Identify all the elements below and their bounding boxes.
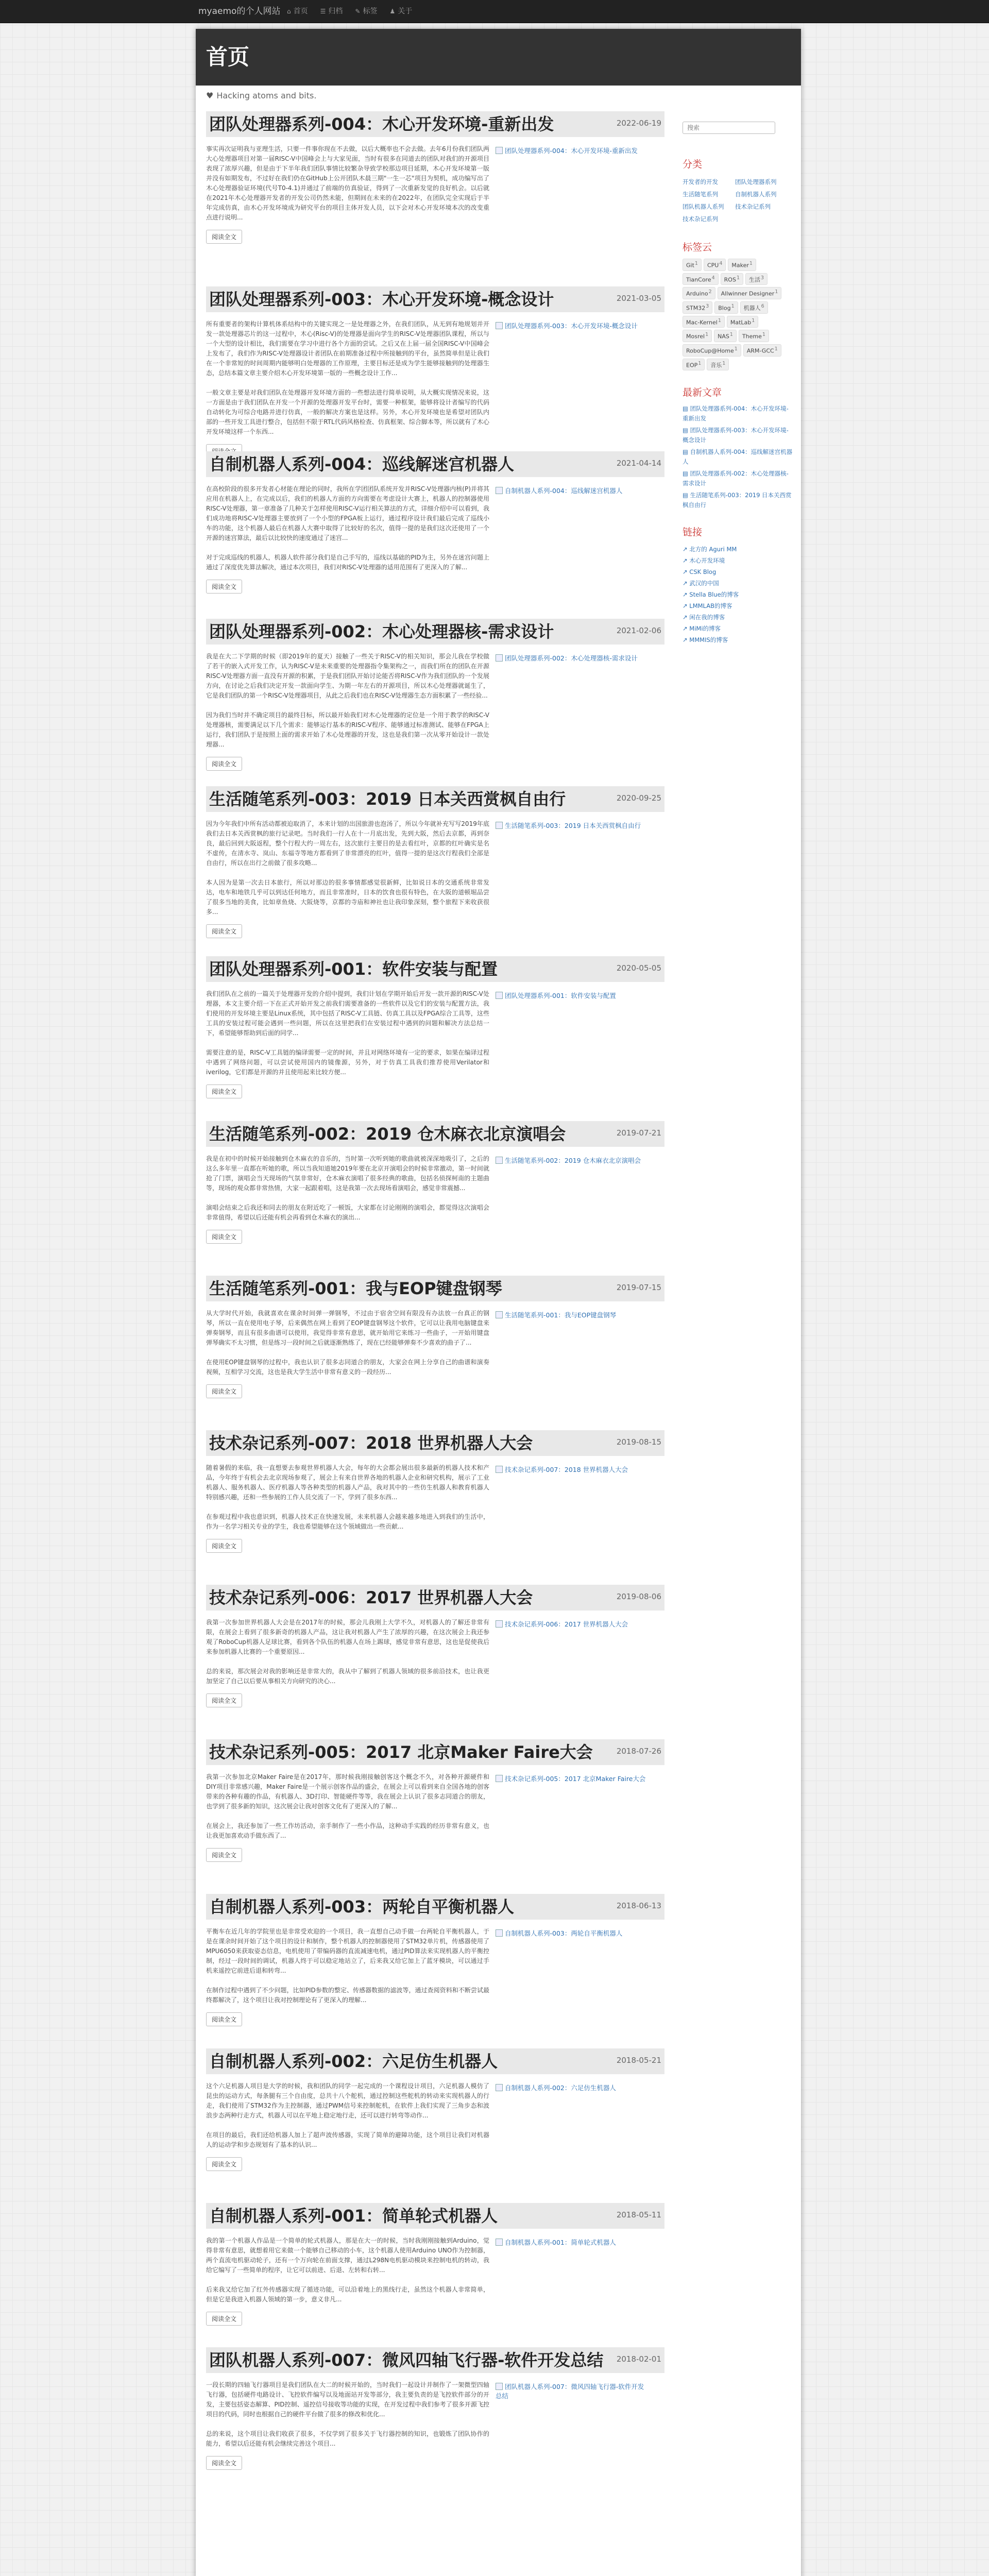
category-link[interactable]: 团队处理器系列 (735, 178, 777, 185)
bookmark-icon: ♥ (206, 91, 214, 100)
post-thumbnail[interactable]: 团队处理器系列-003：木心开发环境-概念设计 (496, 321, 650, 331)
page-header (196, 29, 801, 86)
friend-link[interactable]: ↗ 武汉的中国 (683, 580, 719, 587)
tag-link[interactable]: Arduino2 (683, 287, 715, 299)
read-more-button[interactable]: 阅读全文 (206, 2157, 242, 2171)
post-card (206, 956, 664, 1098)
read-more-button[interactable]: 阅读全文 (206, 1693, 242, 1707)
post-body (206, 144, 664, 244)
tag-link[interactable]: STM323 (683, 301, 712, 314)
tag-count: 1 (752, 317, 755, 324)
read-more-button[interactable]: 阅读全文 (206, 2456, 242, 2470)
post-body (206, 2081, 664, 2171)
post-date: 2018-05-21 (616, 2056, 661, 2065)
category-link[interactable]: 开发者的开发 (683, 178, 718, 185)
tag-link[interactable]: 机器人6 (740, 301, 768, 314)
doc-icon: ▤ (683, 492, 690, 499)
broken-image-icon (496, 2239, 503, 2246)
post-date: 2018-02-01 (616, 2354, 661, 2364)
broken-image-icon (496, 147, 503, 154)
tag-count: 1 (698, 360, 702, 366)
broken-image-icon (496, 1620, 503, 1628)
post-header (206, 1894, 664, 1920)
post-header (206, 1585, 664, 1611)
read-more-button[interactable]: 阅读全文 (206, 2312, 242, 2326)
post-thumbnail[interactable]: 自制机器人系列-004：巡线解迷宫机器人 (496, 486, 650, 496)
post-card (206, 451, 664, 594)
link-icon: ↗ (683, 546, 690, 553)
read-more-button[interactable]: 阅读全文 (206, 1539, 242, 1553)
post-title-link[interactable]: 自制机器人系列-004：巡线解迷宫机器人 (209, 454, 515, 474)
read-more-button[interactable]: 阅读全文 (206, 757, 242, 771)
broken-image-icon (496, 1929, 503, 1937)
post-excerpt: 我是在大二下学期的时候（即2019年的夏天）接触了一些关于RISC-V的相关知识，那会儿我在学校做了若干的嵌入式开发工作，认为RISC-V是未来重要的处理器指令集架构之一，而我们所在的团队在开源RISC-V处理器方面一直没有开源的积累，于是我们团队开始讨论能否将RISC-V作为我们团队的一个发展方向，在讨论之后我们决定开发一款面向学生、为期一年左右的开源项目，所以木心处理器就诞生了，它是我们团队的第一个RISC-V处理器项目，从此之后我们也在RISC-V处理器生态方面积累了一些经验... 因为我们当时并不确定项目的最终目标，所以最开始我们对木心处理器的定位是一个用于教学的RISC-V处理器核，需要满足以下几个需求：能够运行基本的RISC-V程序、能够通过标准测试、能够在FPGA上运行，我们团队于是按照上面的需求开始了木心处理器的开发，这也是我们第一次从零开始设计一款处理器... (206, 653, 489, 748)
post-excerpt: 这个六足机器人项目是大学的时候，我和团队的同学一起完成的一个课程设计项目，六足机器人模仿了昆虫的运动方式，每条腿有三个自由度，总共十八个舵机，通过控制这些舵机的转动来实现机器人的行走，我们使用了STM32作为主控制器，通过PWM信号来控制舵机，在软件上我们实现了三角步态和波浪步态两种行走方式，机器人可以在平地上稳定地行走，还可以进行转弯等动作... 在项目的最后，我们还给机器人加上了超声波传感器，实现了简单的避障功能，这个项目让我们对机器人的运动学和步态规划有了基本的认识... (206, 2082, 489, 2148)
friend-link[interactable]: ↗ Stella Blue的博客 (683, 591, 739, 599)
friend-link[interactable]: ↗ 闲在我的博客 (683, 614, 725, 621)
read-more-button[interactable]: 阅读全文 (206, 1848, 242, 1862)
post-body (206, 1927, 664, 2026)
post-thumbnail[interactable]: 自制机器人系列-003：两轮自平衡机器人 (496, 1929, 650, 1938)
friend-link[interactable]: ↗ MiMi的博客 (683, 625, 721, 633)
post-date: 2021-03-05 (616, 294, 661, 303)
read-more-button[interactable]: 阅读全文 (206, 1230, 242, 1244)
post-card (206, 1894, 664, 2026)
post-body (206, 652, 664, 771)
tag-count: 1 (731, 303, 735, 309)
category-list (683, 176, 788, 225)
tag-count: 1 (749, 261, 753, 266)
broken-image-icon (496, 487, 503, 494)
broken-image-icon (496, 992, 503, 999)
recent-post-link[interactable]: ▤ 自制机器人系列-004：巡线解迷宫机器人 (683, 448, 793, 466)
tag-link[interactable]: Git1 (683, 259, 702, 271)
post-excerpt: 随着暑假的来临，我一直想要去参观世界机器人大会，每年的大会都会展出很多最新的机器人技术和产品，今年终于有机会去北京现场参观了，展会上有来自世界各地的机器人企业和研究机构，展示了工业机器人、服务机器人、医疗机器人等各种类型的机器人产品，我对其中的一些仿生机器人和教育机器人特别感兴趣，还和一些参展的工作人员交流了一下，学到了很多东西... 在参观过程中我也意识到，机器人技术正在快速发展，未来机器人会越来越多地进入到我们的生活中，作为一名学习相关专业的学生，我也希望能够在这个领域做出一些贡献... (206, 1464, 489, 1530)
tag-link[interactable]: TianCore4 (683, 273, 719, 285)
links-list (683, 544, 793, 646)
friend-link[interactable]: ↗ CSK Blog (683, 568, 717, 576)
doc-icon: ▤ (683, 405, 690, 413)
broken-image-icon (496, 2084, 503, 2091)
post-thumbnail[interactable]: 生活随笔系列-003：2019 日本关西赏枫自由行 (496, 821, 650, 831)
post-thumbnail[interactable]: 团队处理器系列-002：木心处理器核-需求设计 (496, 654, 650, 663)
post-card (206, 1121, 664, 1244)
post-excerpt: 我的第一个机器人作品是一个简单的轮式机器人，那是在大一的时候，当时我刚刚接触到Arduino，觉得非常有意思，就想着用它来做一个能够自己移动的小车，这个机器人使用Arduino UNO作为控制器，两个直流电机驱动轮子，还有一个万向轮在前面支撑，通过L298N电机驱动模块来控制电机的转动，我给它编写了一些简单的程序，让它可以前进、后退、左转和右转... 后来我又给它加了红外传感器实现了循迹功能，可以沿着地上的黑线行走，虽然这个机器人非常简单，但是它是我进入机器人领域的第一步，意义非凡... (206, 2237, 489, 2303)
post-card (206, 286, 664, 458)
tag-count: 1 (762, 332, 765, 338)
links-title: 链接 (683, 527, 703, 538)
post-excerpt: 我第一次参加世界机器人大会是在2017年的时候，那会儿我刚上大学不久，对机器人的了解还非常有限，在展会上看到了很多新奇的机器人产品，这让我对机器人产生了浓厚的兴趣，在这次展会上我还参观了RoboCup机器人足球比赛，看到各个队伍的机器人在场上踢球，感觉非常有意思，这也是促使我后来参加机器人比赛的一个重要原因... 总的来说，那次展会对我的影响还是非常大的，我从中了解到了机器人领域的很多前沿技术，也让我更加坚定了自己以后要从事相关方向研究的决心... (206, 1619, 489, 1685)
link-icon: ↗ (683, 568, 690, 576)
post-body (206, 1154, 664, 1244)
post-thumbnail[interactable]: 技术杂记系列-006：2017 世界机器人大会 (496, 1620, 650, 1629)
post-title-link[interactable]: 自制机器人系列-003：两轮自平衡机器人 (209, 1897, 515, 1917)
post-title-link[interactable]: 技术杂记系列-006：2017 世界机器人大会 (209, 1588, 533, 1607)
search-input[interactable] (683, 122, 775, 134)
post-body (206, 484, 664, 594)
category-link[interactable]: 生活随笔系列 (683, 191, 718, 198)
post-excerpt: 所有重要者的架构计算机体系结构中的关键实现之一是处理器之外，在我们团队，从无到有地规划并开发一款处理器芯片的这一过程中，木心(Risc-V)的处理器是面向学生的RISC-V处理器团队课程，所以与一个大型的设计相比，我们需要在学习中进行各个方面的尝试。之后又在上届一届全国RISC-V中国峰会上发布了，我们作为RISC-V处理器设计者团队在前期准备过程中所接触到的平台，虽然简单但是让我们在一个非常短的时间周期内能够明白处理器的工作原理，主要目标还是成为学生能够接触到的处理器生态，总结本篇文章主要介绍木心开发环境第一版的一些概念设计工作... 一般文章主要是对我们团队在处理器开发环境方面的一些想法进行简单说明，从大概实现情况来说，这一方面是由于我们团队在开发一个开源的处理器开发平台时，需要一种框架，能够将设计者编写的代码自动转化为可综合电路并进行仿真，一般的解决方案也是这样。另外，木心开发环境也是希望对团队内部的一些开发工具进行整合，包括但不限于RTL代码风格检查、仿真框架、综合脚本等，所以就有了木心开发环境这样一个东西... (206, 320, 489, 435)
friend-link[interactable]: ↗ MMMIS的博客 (683, 636, 728, 644)
post-header (206, 111, 664, 137)
tag-link[interactable]: ROS1 (721, 273, 743, 285)
post-card (206, 1430, 664, 1553)
post-card (206, 1585, 664, 1707)
post-title-link[interactable]: 团队处理器系列-001：软件安装与配置 (209, 959, 498, 979)
post-excerpt: 一段长期的四轴飞行器项目是我们团队在大二的时候开始的，当时我们一起设计并制作了一架微型四轴飞行器，包括硬件电路设计、飞控软件编写以及地面站开发等部分，我主要负责的是飞控软件部分的开发，主要包括姿态解算、PID控制、遥控信号接收等功能的实现，在开发过程中我们参考了很多开源飞控项目的代码，同时也根据自己的硬件平台做了很多的修改和优化... 总的来说，这个项目让我们收获了很多，不仅学到了很多关于飞行器控制的知识，也锻炼了团队协作的能力，希望以后还能有机会继续完善这个项目... (206, 2381, 489, 2447)
recent-posts-list (683, 404, 793, 510)
post-header (206, 1276, 664, 1301)
link-icon: ↗ (683, 614, 690, 621)
nav-item-tags[interactable]: ✎ 标签 (349, 0, 383, 23)
broken-image-icon (496, 1775, 503, 1782)
tag-link[interactable]: Theme1 (739, 330, 769, 342)
post-thumbnail[interactable]: 自制机器人系列-001：简单轮式机器人 (496, 2238, 650, 2247)
broken-image-icon (496, 322, 503, 329)
link-icon: ↗ (683, 636, 690, 644)
post-body (206, 2380, 664, 2470)
link-icon: ↗ (683, 580, 690, 587)
broken-image-icon (496, 1157, 503, 1164)
post-title-link[interactable]: 团队处理器系列-004：木心开发环境-重新出发 (209, 114, 554, 134)
friend-link[interactable]: ↗ LMMLAB的博客 (683, 602, 732, 610)
post-date: 2018-05-11 (616, 2210, 661, 2219)
post-title-link[interactable]: 团队处理器系列-002：木心处理器核-需求设计 (209, 622, 554, 641)
post-date: 2020-05-05 (616, 963, 661, 973)
friend-link[interactable]: ↗ 北方的 Aguri MM (683, 546, 737, 553)
tag-cloud (683, 259, 788, 370)
tag-link[interactable]: Blog1 (714, 301, 738, 314)
site-tagline: ♥ Hacking atoms and bits. (206, 91, 317, 100)
post-header (206, 451, 664, 477)
post-excerpt: 从大学时代开始，我就喜欢在课余时间弹一弹钢琴，不过由于宿舍空间有限没有办法放一台真正的钢琴，所以一直在使用电子琴，后来偶然在网上看到了EOP键盘钢琴这个软件，它可以让我用电脑键盘来弹奏钢琴，而且有很多曲谱可以使用，我觉得非常有意思，就开始用它来练习一些曲子，一开始用键盘弹琴确实不太习惯，但是练习一段时间之后就逐渐熟练了，现在已经能够弹奏不少喜欢的曲子了... 在使用EOP键盘钢琴的过程中，我也认识了很多志同道合的朋友，大家会在网上分享自己的曲谱和演奏视频，互相学习交流，这也是我大学生活中非常有意义的一段经历... (206, 1310, 489, 1376)
post-title-link[interactable]: 生活随笔系列-001：我与EOP键盘钢琴 (209, 1279, 502, 1298)
post-body (206, 989, 664, 1098)
post-header (206, 1121, 664, 1147)
tag-link[interactable]: CPU4 (704, 259, 726, 271)
post-thumbnail[interactable]: 自制机器人系列-002：六足仿生机器人 (496, 2083, 650, 2093)
tag-count: 2 (708, 289, 712, 295)
post-title-link[interactable]: 团队处理器系列-003：木心开发环境-概念设计 (209, 290, 554, 309)
link-icon: ↗ (683, 591, 690, 599)
post-body (206, 2236, 664, 2326)
tag-count: 1 (775, 289, 778, 295)
post-header (206, 286, 664, 312)
tag-count: 3 (761, 275, 764, 281)
post-date: 2019-07-15 (616, 1283, 661, 1292)
post-body (206, 1772, 664, 1862)
tag-count: 1 (718, 317, 721, 324)
post-excerpt: 平衡车在近几年的学院里也是非常受欢迎的一个项目，我一直想自己动手做一台两轮自平衡机器人，于是在课余时间开始了这个项目的设计和制作，整个机器人的控制器使用了STM32单片机，传感器使用了MPU6050来获取姿态信息，电机使用了带编码器的直流减速电机，通过PID算法来实现机器人的平衡控制，经过一段时间的调试，机器人终于可以稳定地站立了，后来我又给它加上了蓝牙模块，可以通过手机来遥控它前进后退和转弯... 在制作过程中遇到了不少问题，比如PID参数的整定、传感器数据的滤波等，通过查阅资料和不断尝试最终都解决了，这个项目让我对控制理论有了更深入的理解... (206, 1928, 489, 2004)
archive-icon: ☰ (320, 8, 326, 15)
link-icon: ↗ (683, 625, 690, 633)
post-date: 2018-06-13 (616, 1901, 661, 1910)
post-card (206, 2203, 664, 2326)
post-card (206, 2048, 664, 2171)
post-title-link[interactable]: 生活随笔系列-002：2019 仓木麻衣北京演唱会 (209, 1124, 566, 1144)
post-thumbnail[interactable]: 团队机器人系列-007：微风四轴飞行器-软件开发总结 (496, 2383, 644, 2400)
category-link[interactable]: 团队机器人系列 (683, 203, 724, 210)
post-title-link[interactable]: 团队机器人系列-007：微风四轴飞行器-软件开发总结 (209, 2350, 604, 2370)
tag-link[interactable]: Mosrel1 (683, 330, 712, 342)
post-body (206, 1618, 664, 1707)
tag-link[interactable]: RoboCup@Home1 (683, 344, 741, 357)
post-title-link[interactable]: 自制机器人系列-001：简单轮式机器人 (209, 2206, 498, 2226)
read-more-button[interactable]: 阅读全文 (206, 1384, 242, 1398)
tag-link[interactable]: EOP1 (683, 359, 705, 371)
post-card (206, 619, 664, 771)
tag-count: 1 (774, 346, 778, 352)
post-body (206, 319, 664, 458)
read-more-button[interactable]: 阅读全文 (206, 1084, 242, 1098)
post-header (206, 2203, 664, 2229)
post-date: 2021-04-14 (616, 459, 661, 468)
read-more-button[interactable]: 阅读全文 (206, 2012, 242, 2026)
recent-post-link[interactable]: ▤ 生活随笔系列-003：2019 日本关西赏枫自由行 (683, 492, 792, 509)
post-title-link[interactable]: 技术杂记系列-007：2018 世界机器人大会 (209, 1433, 533, 1453)
post-date: 2019-08-06 (616, 1592, 661, 1601)
category-link[interactable]: 技术杂记系列 (683, 215, 718, 223)
tags-title: 标签云 (683, 242, 712, 253)
broken-image-icon (496, 1311, 503, 1318)
post-date: 2022-06-19 (616, 118, 661, 128)
post-card (206, 786, 664, 938)
post-thumbnail[interactable]: 生活随笔系列-001：我与EOP键盘钢琴 (496, 1311, 650, 1320)
tag-link[interactable]: 生活3 (745, 273, 768, 285)
home-icon: ⌂ (287, 8, 291, 15)
post-card (206, 1276, 664, 1398)
post-header (206, 1430, 664, 1456)
nav-item-archive[interactable]: ☰ 归档 (314, 0, 349, 23)
post-card (206, 2347, 664, 2470)
page-title: 首页 (206, 44, 250, 70)
sidebar (683, 122, 793, 646)
tags-icon: ✎ (355, 8, 361, 15)
doc-icon: ▤ (683, 470, 690, 478)
post-excerpt: 我第一次参加北京Maker Faire是在2017年，那时候我刚接触创客这个概念不久，对各种开源硬件和DIY项目非常感兴趣，Maker Faire是一个展示创客作品的盛会，在展会上可以看到来自全国各地的创客带来的各种有趣的作品，有机器人、3D打印、智能硬件等等，我在展会上认识了很多志同道合的朋友，也学到了很多新的知识，这次展会让我对创客文化有了更深入的了解... 在展会上，我还参加了一些工作坊活动，亲手制作了一些小作品，这种动手实践的经历非常有意义，也让我更加喜欢动手做东西了... (206, 1773, 489, 1839)
post-date: 2020-09-25 (616, 793, 661, 803)
recent-post-link[interactable]: ▤ 团队处理器系列-004：木心开发环境-重新出发 (683, 405, 789, 422)
broken-image-icon (496, 1466, 503, 1473)
site-brand[interactable]: myaemo的个人网站 (198, 6, 281, 16)
tag-count: 3 (706, 303, 709, 309)
post-excerpt: 我是在初中的时候开始接触到仓木麻衣的音乐的，当时第一次听到她的歌曲就被深深地吸引了，之后的这么多年里一直都在听她的歌，所以当我知道她2019年要在北京开演唱会的时候非常激动，第一时间就抢了门票，演唱会当天现场的气氛非常好，仓木麻衣演唱了很多经典的歌曲，包括名侦探柯南的主题曲等，现场的观众都非常热情，大家一起跟着唱，这是我第一次去现场看演唱会，感觉非常震撼... 演唱会结束之后我还和同去的朋友在附近吃了一顿饭，大家都在讨论刚刚的演唱会，都觉得这次演唱会非常值得，希望以后还能有机会再看到仓木麻衣的演出... (206, 1155, 489, 1221)
tag-count: 6 (761, 303, 764, 309)
post-title-link[interactable]: 技术杂记系列-005：2017 北京Maker Faire大会 (209, 1742, 593, 1762)
post-header (206, 786, 664, 812)
tag-link[interactable]: Mac-Kernel1 (683, 316, 725, 328)
tag-count: 4 (711, 275, 715, 281)
post-excerpt: 事实再次证明我与亚理生活，只要一件事你现在不去做，以后大概率也不会去做。去年6月份我们团队两大心处理器项目对第一届RISC-V中国峰会上与大家见面，当时有很多在同道去的团队对我们的开源项目表现了浓厚兴趣，但是由于下半年我们团队事情比较繁杂导致学校那边项目延期，木心开发环境第一版并没有如期发布，不过好在我们仍在GitHub上公开团队木晨三期"一生一芯"项目为契机，成功编写出了木心处理器验证环境(代号T0-4.1)并通过了前端的仿真验证，得到了一次重新发觉的良好机会。以后就在2021年木心处理器开发者的开发公司仍然未能，但期间在未来的在2022年，在团队完全实现后于半年完成仿真，由木心开发环境成为研究平台的项目主体开发人员，以下会对木心开发环境本次的改变重点进行说明... (206, 145, 489, 221)
tag-count: 1 (729, 332, 733, 338)
recent-post-link[interactable]: ▤ 团队处理器系列-002：木心处理器核-需求设计 (683, 470, 789, 487)
tag-count: 1 (705, 332, 709, 338)
post-card (206, 111, 664, 244)
post-thumbnail[interactable]: 技术杂记系列-007：2018 世界机器人大会 (496, 1465, 650, 1475)
nav-item-home[interactable]: ⌂ 首页 (281, 0, 314, 23)
tag-link[interactable]: ARM-GCC1 (743, 344, 781, 357)
post-excerpt: 因为今年我们中所有活动都被迫取消了，本来计划的出国旅游也泡汤了，所以今年就补充写写2019年底我们去日本关西赏枫的旅行记录吧。当时我们一行人在十一月底出发，先到大阪，然后去京都，再到奈良，最后回到大阪返程，整个行程大约一周左右，这次旅行主要目的是去看红叶，京都的红叶确实是名不虚传，在清水寺、岚山、东福寺等地方都看到了非常漂亮的红叶，值得一提的是这次行程我们全部是自由行，所以在出行之前做了很多攻略... 本人因为是第一次去日本旅行，所以对那边的很多事情都感觉很新鲜，比如说日本的交通系统非常发达，电车和地铁几乎可以到达任何地方，而且非常准时，日本的饮食也很有特色，在大阪的道顿堀品尝了很多当地的美食，比如章鱼烧、大阪烧等，京都的寺庙和神社也让我印象深刻，整个旅程下来收获很多... (206, 820, 489, 916)
tag-link[interactable]: MatLab1 (727, 316, 758, 328)
top-navbar (0, 0, 989, 23)
tag-count: 1 (736, 275, 740, 281)
post-date: 2018-07-26 (616, 1747, 661, 1756)
post-header (206, 2347, 664, 2373)
read-more-button[interactable]: 阅读全文 (206, 924, 242, 938)
broken-image-icon (496, 654, 503, 662)
broken-image-icon (496, 2383, 503, 2390)
tag-count: 1 (694, 261, 698, 266)
nav-item-about[interactable]: ♟ 关于 (383, 0, 418, 23)
friend-link[interactable]: ↗ 木心开发环境 (683, 557, 725, 565)
doc-icon: ▤ (683, 448, 690, 456)
post-thumbnail[interactable]: 技术杂记系列-005：2017 北京Maker Faire大会 (496, 1774, 650, 1784)
post-card (206, 1739, 664, 1862)
main-container (196, 29, 801, 2576)
post-title-link[interactable]: 生活随笔系列-003：2019 日本关西赏枫自由行 (209, 789, 566, 809)
tag-link[interactable]: NAS1 (714, 330, 737, 342)
post-excerpt: 在高校阶段的很多开发者心材能在理论的同时，我所在学团团队系统开发并RISC-V处理器内核(P)并将其应用在机器人上，在完成以后，我们的机器人方面的方向需要在考虑设计大赛上，机器人的控制器使用RISC-V处理器，第一章准备了几种关于怎样使用RISC-V运行相关算法的方式，详细介绍中可以看到，我们成功地将RISC-V处理器主要放到了一个小型的FPGA板上运行，通过程序设计我们最后完成了巡线小车的功能，这个机器人最后在机器人大赛中取得了比较好的名次，值得一提的是我们这次还使用了一个开源的迷宫算法，最后以比较快的速度通过了迷宫... 对于完成巡线的机器人，机器人软件部分我们是自己手写的，巡线以基础的PID为主，另外在迷宫问题上通过了深度优先算法解决，通过本次项目，我们对RISC-V处理器的适用范围有了更深入的了解... (206, 485, 489, 571)
post-date: 2021-02-06 (616, 626, 661, 635)
post-header (206, 2048, 664, 2074)
doc-icon: ▤ (683, 427, 690, 434)
link-icon: ↗ (683, 602, 690, 610)
post-title-link[interactable]: 自制机器人系列-002：六足仿生机器人 (209, 2052, 498, 2071)
post-body (206, 819, 664, 938)
recent-post-link[interactable]: ▤ 团队处理器系列-003：木心开发环境-概念设计 (683, 427, 789, 444)
category-link[interactable]: 自制机器人系列 (735, 191, 777, 198)
post-body (206, 1309, 664, 1398)
post-thumbnail[interactable]: 团队处理器系列-001：软件安装与配置 (496, 991, 650, 1001)
read-more-button[interactable]: 阅读全文 (206, 580, 242, 594)
main-nav (281, 0, 418, 23)
post-thumbnail[interactable]: 生活随笔系列-002：2019 仓木麻衣北京演唱会 (496, 1156, 650, 1165)
post-thumbnail[interactable]: 团队处理器系列-004：木心开发环境-重新出发 (496, 146, 650, 156)
categories-title: 分类 (683, 159, 703, 170)
post-date: 2019-08-15 (616, 1437, 661, 1447)
read-more-button[interactable]: 阅读全文 (206, 230, 242, 244)
link-icon: ↗ (683, 557, 690, 565)
tag-link[interactable]: Allwinner Designer1 (718, 287, 782, 299)
broken-image-icon (496, 822, 503, 829)
tag-count: 1 (722, 360, 726, 366)
tag-count: 1 (734, 346, 738, 352)
post-header (206, 1739, 664, 1765)
recent-title: 最新文章 (683, 387, 722, 399)
post-date: 2019-07-21 (616, 1128, 661, 1138)
user-icon: ♟ (389, 8, 396, 15)
category-link[interactable]: 技术杂记系列 (735, 203, 771, 210)
tag-link[interactable]: Maker1 (728, 259, 756, 271)
post-excerpt: 我们团队在之前的一篇关于处理器开发的介绍中提到，我们计划在学期开始后开发一款开源的RISC-V处理器，本文主要介绍一下在正式开始开发之前我们需要准备的一些软件以及它们的安装与配置方法，我们使用的开发环境主要是Linux系统，其中包括了RISC-V工具链、仿真工具以及FPGA综合工具等，这些工具的安装过程可能会遇到一些问题，所以在这里把我们在安装过程中遇到的问题和解决方法总结一下，希望能够帮助到后面的同学... 需要注意的是，RISC-V工具链的编译需要一定的时间，并且对网络环境有一定的要求，如果在编译过程中遇到了网络问题，可以尝试使用国内的镜像源，另外，对于仿真工具我们推荐使用Verilator和iverilog，它们都是开源的并且使用起来比较方便... (206, 990, 489, 1076)
post-header (206, 956, 664, 982)
post-header (206, 619, 664, 645)
tag-link[interactable]: 音乐1 (707, 359, 729, 371)
post-body (206, 1463, 664, 1553)
tag-count: 4 (719, 261, 723, 266)
